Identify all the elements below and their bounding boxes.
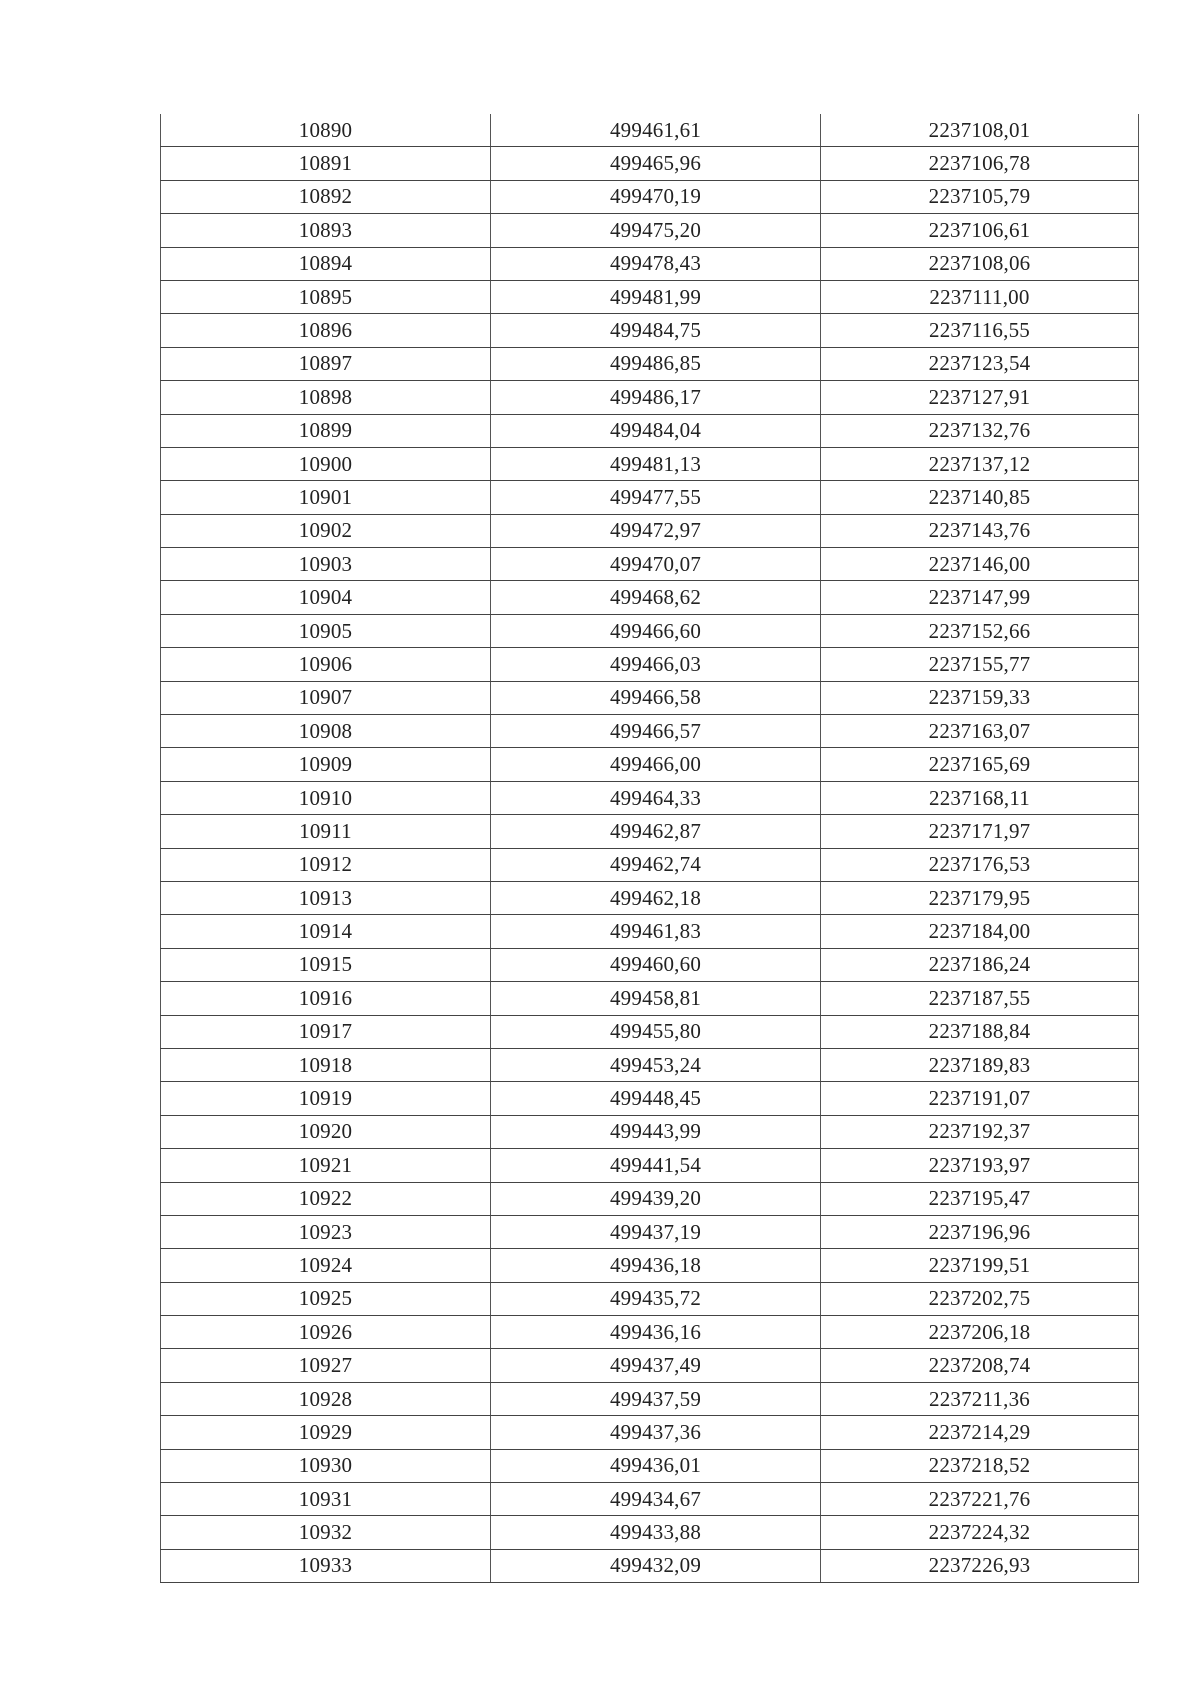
point-number-cell: 10909: [161, 748, 491, 781]
y-coordinate-cell: 2237208,74: [821, 1349, 1139, 1382]
point-number-cell: 10912: [161, 848, 491, 881]
point-number-cell: 10927: [161, 1349, 491, 1382]
x-coordinate-cell: 499460,60: [491, 948, 821, 981]
table-row: [161, 214, 1139, 247]
point-number-cell: 10916: [161, 982, 491, 1015]
point-number-cell: 10915: [161, 948, 491, 981]
y-coordinate-cell: 2237206,18: [821, 1316, 1139, 1349]
y-coordinate-cell: 2237159,33: [821, 681, 1139, 714]
coordinates-table: [160, 114, 1139, 1583]
y-coordinate-cell: 2237168,11: [821, 781, 1139, 814]
table-row: [161, 848, 1139, 881]
y-coordinate-cell: 2237105,79: [821, 180, 1139, 213]
x-coordinate-cell: 499486,85: [491, 347, 821, 380]
point-number-cell: 10896: [161, 314, 491, 347]
point-number-cell: 10924: [161, 1249, 491, 1282]
y-coordinate-cell: 2237188,84: [821, 1015, 1139, 1048]
x-coordinate-cell: 499458,81: [491, 982, 821, 1015]
x-coordinate-cell: 499470,19: [491, 180, 821, 213]
x-coordinate-cell: 499461,61: [491, 114, 821, 147]
point-number-cell: 10932: [161, 1516, 491, 1549]
table-row: [161, 715, 1139, 748]
coordinates-table-body: [161, 114, 1139, 1583]
table-row: [161, 1149, 1139, 1182]
table-row: [161, 982, 1139, 1015]
table-row: [161, 314, 1139, 347]
table-row: [161, 581, 1139, 614]
y-coordinate-cell: 2237195,47: [821, 1182, 1139, 1215]
y-coordinate-cell: 2237106,61: [821, 214, 1139, 247]
point-number-cell: 10913: [161, 881, 491, 914]
x-coordinate-cell: 499453,24: [491, 1048, 821, 1081]
table-row: [161, 1449, 1139, 1482]
y-coordinate-cell: 2237152,66: [821, 614, 1139, 647]
x-coordinate-cell: 499466,00: [491, 748, 821, 781]
x-coordinate-cell: 499484,75: [491, 314, 821, 347]
point-number-cell: 10902: [161, 514, 491, 547]
y-coordinate-cell: 2237193,97: [821, 1149, 1139, 1182]
y-coordinate-cell: 2237189,83: [821, 1048, 1139, 1081]
x-coordinate-cell: 499437,59: [491, 1382, 821, 1415]
point-number-cell: 10910: [161, 781, 491, 814]
table-row: [161, 481, 1139, 514]
point-number-cell: 10930: [161, 1449, 491, 1482]
x-coordinate-cell: 499462,87: [491, 815, 821, 848]
y-coordinate-cell: 2237226,93: [821, 1549, 1139, 1582]
y-coordinate-cell: 2237140,85: [821, 481, 1139, 514]
y-coordinate-cell: 2237202,75: [821, 1282, 1139, 1315]
y-coordinate-cell: 2237155,77: [821, 648, 1139, 681]
point-number-cell: 10892: [161, 180, 491, 213]
y-coordinate-cell: 2237143,76: [821, 514, 1139, 547]
point-number-cell: 10917: [161, 1015, 491, 1048]
y-coordinate-cell: 2237171,97: [821, 815, 1139, 848]
table-row: [161, 1349, 1139, 1382]
x-coordinate-cell: 499484,04: [491, 414, 821, 447]
y-coordinate-cell: 2237123,54: [821, 347, 1139, 380]
x-coordinate-cell: 499475,20: [491, 214, 821, 247]
y-coordinate-cell: 2237186,24: [821, 948, 1139, 981]
point-number-cell: 10926: [161, 1316, 491, 1349]
x-coordinate-cell: 499436,16: [491, 1316, 821, 1349]
point-number-cell: 10891: [161, 147, 491, 180]
point-number-cell: 10894: [161, 247, 491, 280]
y-coordinate-cell: 2237146,00: [821, 548, 1139, 581]
x-coordinate-cell: 499437,19: [491, 1215, 821, 1248]
point-number-cell: 10908: [161, 715, 491, 748]
y-coordinate-cell: 2237221,76: [821, 1483, 1139, 1516]
x-coordinate-cell: 499486,17: [491, 381, 821, 414]
x-coordinate-cell: 499481,13: [491, 447, 821, 480]
x-coordinate-cell: 499436,01: [491, 1449, 821, 1482]
x-coordinate-cell: 499470,07: [491, 548, 821, 581]
table-row: [161, 180, 1139, 213]
table-row: [161, 948, 1139, 981]
point-number-cell: 10914: [161, 915, 491, 948]
y-coordinate-cell: 2237106,78: [821, 147, 1139, 180]
point-number-cell: 10920: [161, 1115, 491, 1148]
point-number-cell: 10921: [161, 1149, 491, 1182]
point-number-cell: 10931: [161, 1483, 491, 1516]
table-row: [161, 447, 1139, 480]
y-coordinate-cell: 2237111,00: [821, 280, 1139, 313]
table-row: [161, 1416, 1139, 1449]
point-number-cell: 10929: [161, 1416, 491, 1449]
table-row: [161, 414, 1139, 447]
table-row: [161, 1549, 1139, 1582]
y-coordinate-cell: 2237108,06: [821, 247, 1139, 280]
point-number-cell: 10925: [161, 1282, 491, 1315]
table-row: [161, 1249, 1139, 1282]
y-coordinate-cell: 2237224,32: [821, 1516, 1139, 1549]
point-number-cell: 10905: [161, 614, 491, 647]
table-row: [161, 381, 1139, 414]
table-row: [161, 280, 1139, 313]
x-coordinate-cell: 499466,58: [491, 681, 821, 714]
y-coordinate-cell: 2237184,00: [821, 915, 1139, 948]
x-coordinate-cell: 499441,54: [491, 1149, 821, 1182]
y-coordinate-cell: 2237218,52: [821, 1449, 1139, 1482]
table-row: [161, 1282, 1139, 1315]
y-coordinate-cell: 2237176,53: [821, 848, 1139, 881]
x-coordinate-cell: 499443,99: [491, 1115, 821, 1148]
point-number-cell: 10918: [161, 1048, 491, 1081]
y-coordinate-cell: 2237132,76: [821, 414, 1139, 447]
y-coordinate-cell: 2237211,36: [821, 1382, 1139, 1415]
point-number-cell: 10890: [161, 114, 491, 147]
table-row: [161, 1082, 1139, 1115]
point-number-cell: 10904: [161, 581, 491, 614]
table-row: [161, 514, 1139, 547]
x-coordinate-cell: 499448,45: [491, 1082, 821, 1115]
x-coordinate-cell: 499472,97: [491, 514, 821, 547]
table-row: [161, 347, 1139, 380]
x-coordinate-cell: 499468,62: [491, 581, 821, 614]
y-coordinate-cell: 2237127,91: [821, 381, 1139, 414]
table-row: [161, 915, 1139, 948]
table-row: [161, 648, 1139, 681]
x-coordinate-cell: 499439,20: [491, 1182, 821, 1215]
y-coordinate-cell: 2237165,69: [821, 748, 1139, 781]
x-coordinate-cell: 499437,36: [491, 1416, 821, 1449]
point-number-cell: 10911: [161, 815, 491, 848]
x-coordinate-cell: 499481,99: [491, 280, 821, 313]
table-row: [161, 815, 1139, 848]
x-coordinate-cell: 499464,33: [491, 781, 821, 814]
y-coordinate-cell: 2237187,55: [821, 982, 1139, 1015]
x-coordinate-cell: 499455,80: [491, 1015, 821, 1048]
x-coordinate-cell: 499478,43: [491, 247, 821, 280]
table-row: [161, 548, 1139, 581]
point-number-cell: 10919: [161, 1082, 491, 1115]
x-coordinate-cell: 499466,03: [491, 648, 821, 681]
x-coordinate-cell: 499466,60: [491, 614, 821, 647]
table-row: [161, 748, 1139, 781]
table-row: [161, 1316, 1139, 1349]
table-row: [161, 147, 1139, 180]
table-row: [161, 247, 1139, 280]
table-row: [161, 1115, 1139, 1148]
y-coordinate-cell: 2237147,99: [821, 581, 1139, 614]
point-number-cell: 10903: [161, 548, 491, 581]
table-row: [161, 681, 1139, 714]
table-row: [161, 1483, 1139, 1516]
y-coordinate-cell: 2237163,07: [821, 715, 1139, 748]
point-number-cell: 10895: [161, 280, 491, 313]
y-coordinate-cell: 2237179,95: [821, 881, 1139, 914]
y-coordinate-cell: 2237108,01: [821, 114, 1139, 147]
x-coordinate-cell: 499462,18: [491, 881, 821, 914]
table-row: [161, 1382, 1139, 1415]
table-row: [161, 1182, 1139, 1215]
table-row: [161, 1048, 1139, 1081]
y-coordinate-cell: 2237116,55: [821, 314, 1139, 347]
y-coordinate-cell: 2237199,51: [821, 1249, 1139, 1282]
point-number-cell: 10900: [161, 447, 491, 480]
x-coordinate-cell: 499435,72: [491, 1282, 821, 1315]
y-coordinate-cell: 2237192,37: [821, 1115, 1139, 1148]
point-number-cell: 10922: [161, 1182, 491, 1215]
y-coordinate-cell: 2237196,96: [821, 1215, 1139, 1248]
table-row: [161, 614, 1139, 647]
point-number-cell: 10923: [161, 1215, 491, 1248]
x-coordinate-cell: 499437,49: [491, 1349, 821, 1382]
x-coordinate-cell: 499477,55: [491, 481, 821, 514]
x-coordinate-cell: 499433,88: [491, 1516, 821, 1549]
y-coordinate-cell: 2237214,29: [821, 1416, 1139, 1449]
point-number-cell: 10901: [161, 481, 491, 514]
point-number-cell: 10899: [161, 414, 491, 447]
x-coordinate-cell: 499434,67: [491, 1483, 821, 1516]
point-number-cell: 10928: [161, 1382, 491, 1415]
x-coordinate-cell: 499466,57: [491, 715, 821, 748]
table-row: [161, 881, 1139, 914]
table-row: [161, 1215, 1139, 1248]
x-coordinate-cell: 499436,18: [491, 1249, 821, 1282]
point-number-cell: 10906: [161, 648, 491, 681]
table-row: [161, 1516, 1139, 1549]
table-row: [161, 114, 1139, 147]
y-coordinate-cell: 2237191,07: [821, 1082, 1139, 1115]
point-number-cell: 10893: [161, 214, 491, 247]
x-coordinate-cell: 499465,96: [491, 147, 821, 180]
point-number-cell: 10898: [161, 381, 491, 414]
y-coordinate-cell: 2237137,12: [821, 447, 1139, 480]
point-number-cell: 10933: [161, 1549, 491, 1582]
table-row: [161, 781, 1139, 814]
point-number-cell: 10897: [161, 347, 491, 380]
x-coordinate-cell: 499461,83: [491, 915, 821, 948]
x-coordinate-cell: 499432,09: [491, 1549, 821, 1582]
x-coordinate-cell: 499462,74: [491, 848, 821, 881]
table-row: [161, 1015, 1139, 1048]
point-number-cell: 10907: [161, 681, 491, 714]
